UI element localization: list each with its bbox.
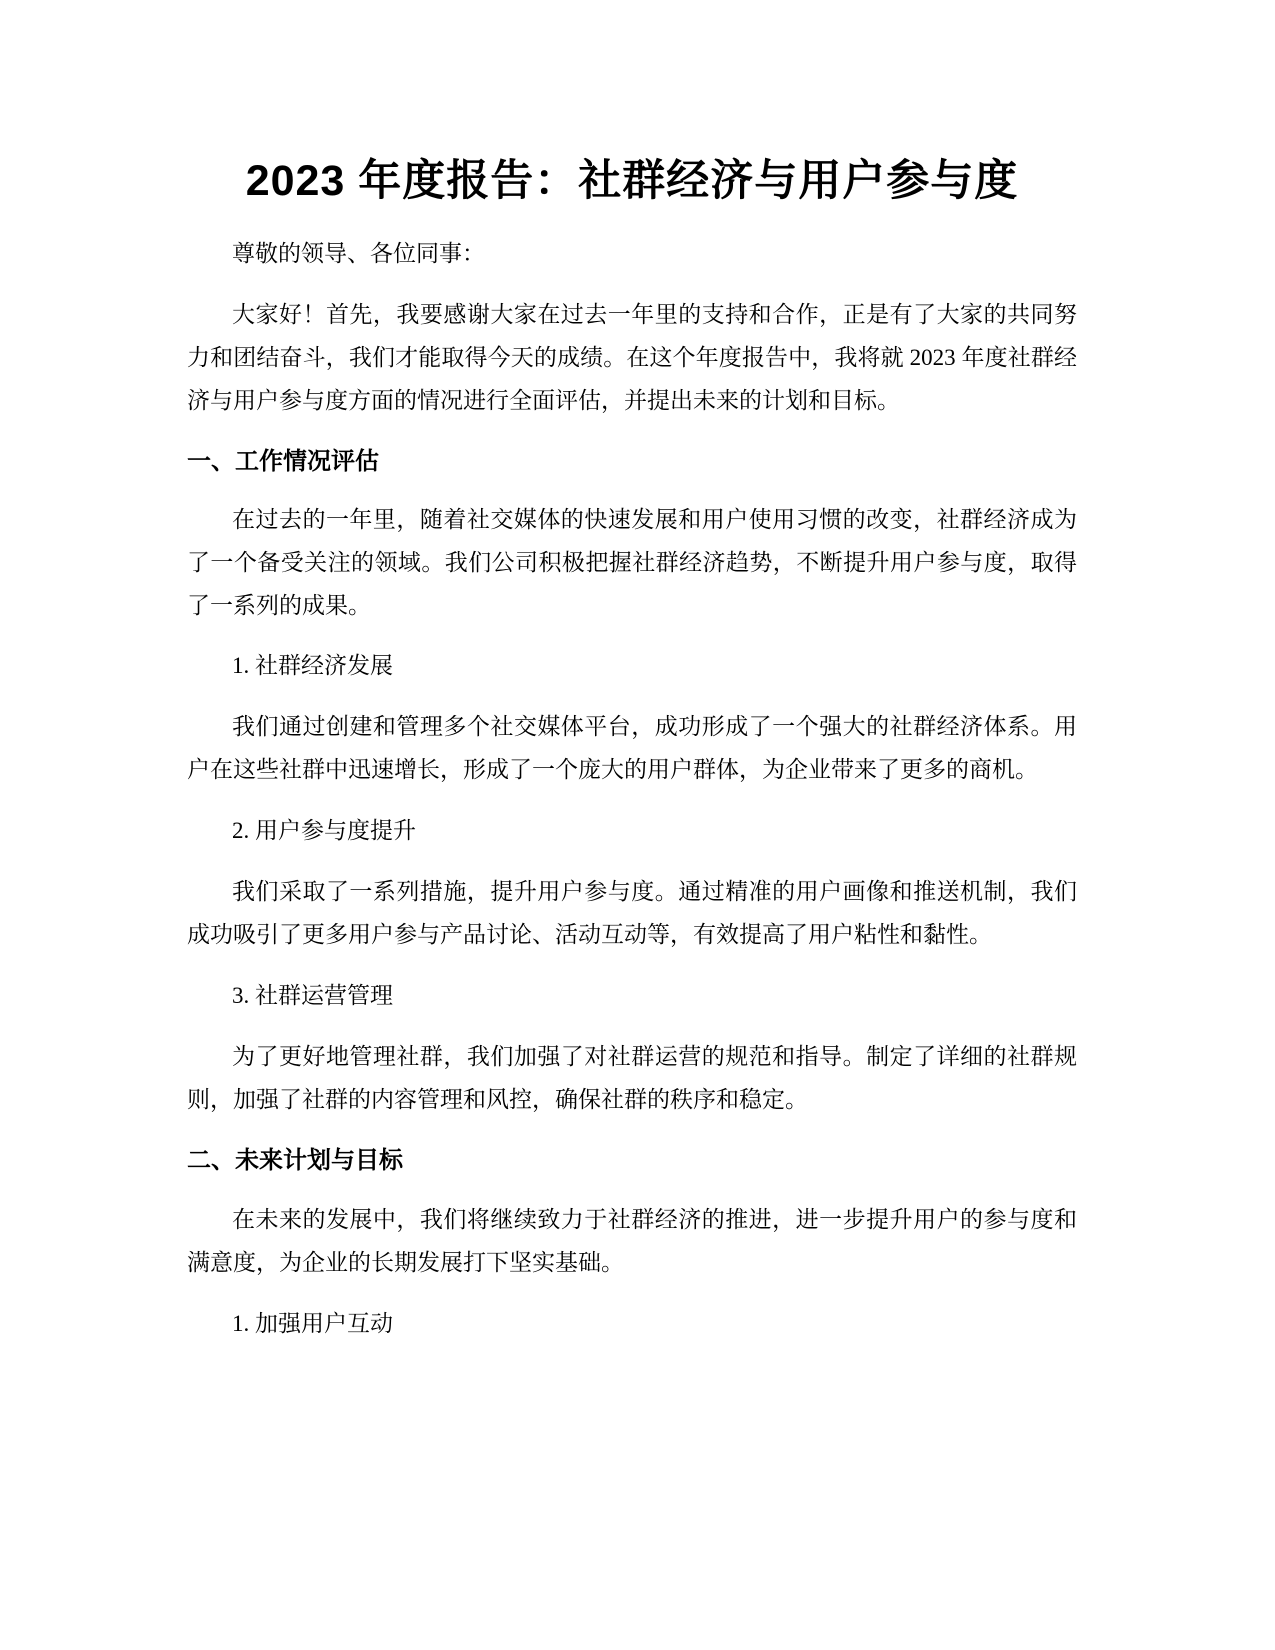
list-item-label: 1. 加强用户互动	[232, 1311, 393, 1336]
section-paragraph: 在过去的一年里，随着社交媒体的快速发展和用户使用习惯的改变，社群经济成为了一个备受关注的领域。我们公司积极把握社群经济趋势，不断提升用户参与度，取得了一系列的成果。	[187, 507, 1077, 618]
list-item-paragraph: 我们通过创建和管理多个社交媒体平台，成功形成了一个强大的社群经济体系。用户在这些社群中迅速增长，形成了一个庞大的用户群体，为企业带来了更多的商机。	[187, 714, 1077, 782]
list-item-label: 3. 社群运营管理	[232, 983, 393, 1008]
section-heading-evaluation: 一、工作情况评估	[187, 448, 379, 475]
page-title: 2023 年度报告：社群经济与用户参与度	[245, 157, 1019, 205]
list-item-label: 2. 用户参与度提升	[232, 818, 416, 843]
list-item-paragraph: 为了更好地管理社群，我们加强了对社群运营的规范和指导。制定了详细的社群规则，加强了社群的内容管理和风控，确保社群的秩序和稳定。	[187, 1044, 1077, 1112]
list-item-paragraph: 我们采取了一系列措施，提升用户参与度。通过精准的用户画像和推送机制，我们成功吸引了更多用户参与产品讨论、活动互动等，有效提高了用户粘性和黏性。	[187, 879, 1077, 947]
document-body	[187, 150, 1077, 1345]
section-heading-future-plans: 二、未来计划与目标	[187, 1147, 403, 1174]
section-paragraph: 在未来的发展中，我们将继续致力于社群经济的推进，进一步提升用户的参与度和满意度，为企业的长期发展打下坚实基础。	[187, 1207, 1077, 1275]
list-item-label: 1. 社群经济发展	[232, 653, 393, 678]
intro-paragraph: 大家好！首先，我要感谢大家在过去一年里的支持和合作，正是有了大家的共同努力和团结奋斗，我们才能取得今天的成绩。在这个年度报告中，我将就 2023 年度社群经济与用户参与度方面的情况进行全面评估，并提出未来的计划和目标。	[187, 302, 1077, 413]
greeting: 尊敬的领导、各位同事：	[232, 241, 485, 266]
